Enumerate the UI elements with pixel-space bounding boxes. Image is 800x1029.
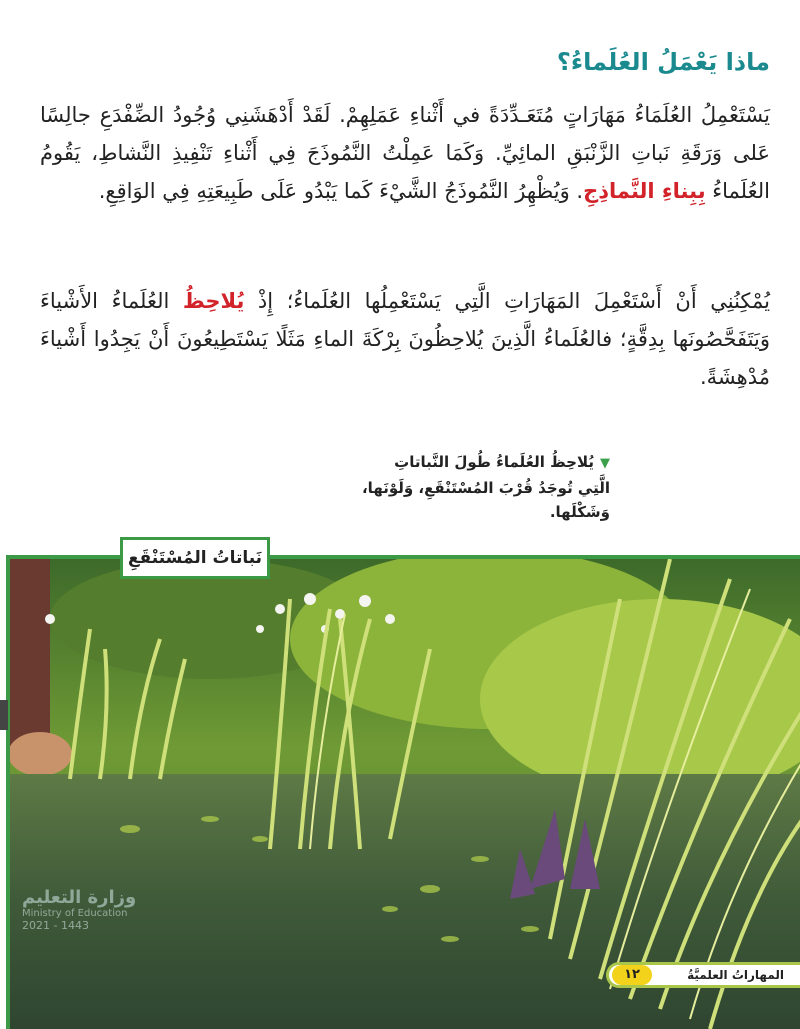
ministry-logo [22,885,172,932]
paragraph-observe-text-after: العُلَماءُ الأَشْياءَ وَيَتَفَحَّصُونَها بِدِقَّةٍ؛ فالعُلَماءُ الَّذِينَ يُلاحِظُونَ بِرْكَةَ الماءِ مَثَلًا يَسْتَطِيعُونَ أَنْ يَجِدُوا أَشْياءَ مُدْهِشَةً. [40,289,770,389]
paragraph-models-text-after: . وَيُظْهِرُ النَّمُوذَجُ الشَّيْءَ كَما يَبْدُو عَلَى طَبِيعَتِهِ فِي الوَاقِعِ. [98,179,584,203]
paragraph-observe-text-before: يُمْكِنُنِي أَنْ أَسْتَعْمِلَ المَهَارَاتِ الَّتِي يَسْتَعْمِلُها العُلَماءُ؛ إِذْ [244,289,770,313]
paragraph-observe [40,282,770,396]
page-number-badge: ١٢ [612,965,652,985]
photo-caption-text: يُلاحِظُ العُلَماءُ طُولَ النَّباتاتِ الَّتِي تُوجَدُ قُرْبَ المُسْتَنْقَعِ، وَلَوْنَها، وَشَكْلَها. [361,453,610,521]
swamp-photo-frame [6,555,800,1029]
ministry-logo-arabic: وزارة التعليم [22,887,137,908]
page-edge-mark [0,700,8,730]
section-heading: ماذا يَعْمَلُ العُلَماءُ؟ [556,48,770,76]
photo-label: نَباتاتُ المُسْتَنْقَعِ [120,537,270,579]
keyword-observe: يُلاحِظُ [182,289,245,313]
swamp-plants-photo [10,559,800,1029]
footer-section-label: المهاراتُ العلميَّةُ [687,968,784,982]
paragraph-models-text-before: يَسْتَعْمِلُ العُلَمَاءُ مَهَارَاتٍ مُتَعَـدِّدَةً في أَثْناءِ عَمَلِهِمْ. لَقَدْ أَدْهَشَنِي وُجُودُ الضِّفْدَعِ جالِسًا عَلى وَرَقَةِ نَباتِ الزَّنْبَقِ المائِيِّ. وَكَمَا عَمِلْتُ النَّمُوذَجَ فِي أَثْناءِ تَنْفِيذِ النَّشاطِ، يَقُومُ العُلَماءُ [40,103,770,203]
photo-caption [360,450,610,524]
keyword-building-models: بِبِناءِ النَّماذِجِ [583,179,706,203]
ministry-logo-english: Ministry of Education [22,908,128,919]
triangle-bullet-icon: ▼ [600,456,610,471]
paragraph-models [40,96,770,210]
ministry-logo-year: 2021 - 1443 [22,919,89,932]
page-footer [606,962,800,988]
